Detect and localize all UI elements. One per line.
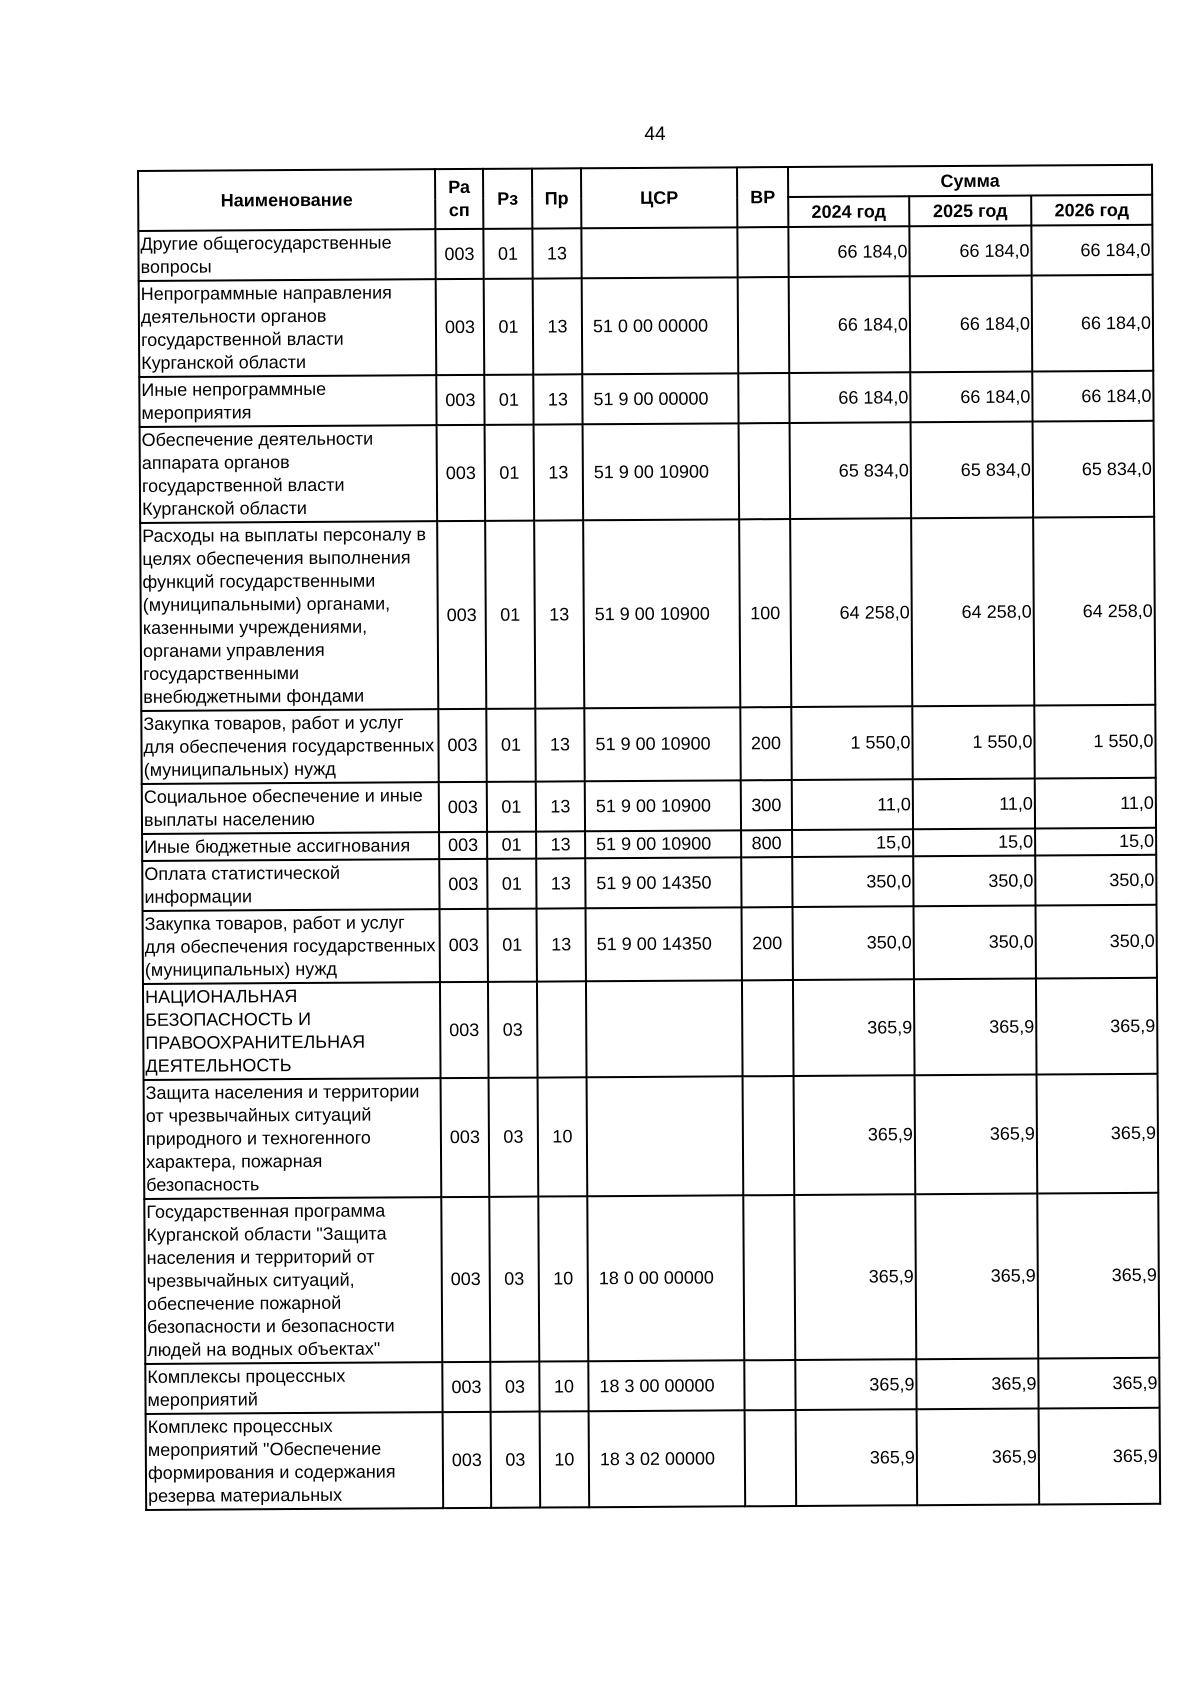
- table-row: [142, 778, 1156, 834]
- table-row: [142, 855, 1156, 911]
- cell-pr: 13: [536, 831, 585, 858]
- cell-rasp: 003: [440, 909, 488, 982]
- cell-csr: 51 9 00 10900: [585, 780, 741, 831]
- table-row: [143, 978, 1158, 1080]
- cell-vr: [743, 1195, 795, 1360]
- cell-csr: 18 0 00 00000: [587, 1195, 744, 1361]
- cell-sum-2026: 66 184,0: [1032, 275, 1154, 372]
- cell-sum-2026: 65 834,0: [1033, 421, 1155, 518]
- header-2024: 2024 год: [788, 196, 909, 227]
- cell-name: НАЦИОНАЛЬНАЯ БЕЗОПАСНОСТЬ И ПРАВООХРАНИТЕЛЬНАЯ ДЕЯТЕЛЬНОСТЬ: [143, 982, 441, 1080]
- cell-name: Комплексы процессных мероприятий: [145, 1362, 442, 1414]
- table-body: [138, 225, 1160, 1510]
- cell-name: Иные бюджетные ассигнования: [142, 832, 439, 861]
- table-row: [140, 517, 1155, 711]
- cell-name: Оплата статистической информации: [142, 859, 439, 911]
- cell-name: Социальное обеспечение и иные выплаты населению: [142, 782, 439, 834]
- cell-vr: 100: [739, 519, 791, 707]
- cell-sum-2024: 350,0: [792, 856, 913, 907]
- table-row: [145, 1358, 1159, 1414]
- cell-sum-2025: 365,9: [914, 979, 1037, 1076]
- cell-csr: [581, 227, 737, 278]
- header-2025: 2025 год: [909, 196, 1031, 227]
- cell-sum-2025: 11,0: [913, 779, 1035, 830]
- cell-vr: [743, 1076, 795, 1195]
- cell-rz: 01: [483, 229, 532, 279]
- cell-sum-2025: 66 184,0: [910, 372, 1032, 423]
- cell-csr: 51 9 00 10900: [583, 519, 740, 708]
- cell-vr: [738, 373, 789, 423]
- header-rz: Рз: [483, 169, 532, 229]
- cell-vr: [744, 1360, 795, 1410]
- cell-pr: 10: [538, 1077, 588, 1196]
- cell-sum-2025: 65 834,0: [911, 422, 1034, 519]
- cell-vr: 800: [741, 830, 792, 857]
- cell-csr: [586, 980, 743, 1077]
- cell-name: Закупка товаров, работ и услуг для обеспечения государственных (муниципальных) нужд: [141, 709, 438, 784]
- header-2026: 2026 год: [1031, 195, 1152, 226]
- cell-name: Комплекс процессных мероприятий "Обеспечение формирования и содержания резерва материальных: [146, 1412, 444, 1510]
- cell-sum-2026: 365,9: [1037, 1074, 1159, 1194]
- cell-rz: 03: [491, 1412, 541, 1508]
- cell-sum-2025: 66 184,0: [910, 276, 1033, 373]
- cell-name: Закупка товаров, работ и услуг для обеспечения государственных (муниципальных) нужд: [143, 909, 440, 984]
- cell-sum-2025: 365,9: [917, 1409, 1040, 1506]
- cell-sum-2024: 64 258,0: [790, 518, 912, 707]
- cell-vr: [737, 227, 788, 277]
- cell-rz: 01: [486, 709, 535, 782]
- cell-rasp: 003: [438, 709, 486, 782]
- cell-csr: 51 9 00 00000: [582, 373, 738, 424]
- table-row: [139, 275, 1154, 377]
- cell-pr: 10: [539, 1361, 588, 1411]
- cell-sum-2024: 15,0: [792, 829, 913, 857]
- cell-sum-2025: 365,9: [915, 1194, 1038, 1360]
- cell-csr: 51 9 00 10900: [583, 423, 740, 520]
- cell-rz: 01: [488, 909, 537, 982]
- cell-pr: 13: [532, 228, 581, 278]
- cell-sum-2026: 350,0: [1035, 855, 1156, 906]
- table-row: [138, 225, 1152, 281]
- cell-sum-2024: 365,9: [796, 1409, 918, 1506]
- table-row: [144, 1074, 1159, 1199]
- cell-rz: 01: [485, 425, 535, 521]
- cell-pr: 10: [538, 1196, 588, 1361]
- cell-sum-2024: 65 834,0: [790, 422, 912, 519]
- cell-sum-2024: 350,0: [793, 906, 914, 980]
- header-name: Наименование: [138, 169, 435, 231]
- cell-sum-2024: 11,0: [792, 779, 913, 830]
- cell-sum-2025: 66 184,0: [909, 226, 1031, 277]
- cell-name: Государственная программа Курганской области "Защита населения и территорий от чрезвычайных ситуаций, обеспечение пожарной безопасности и безопасности людей на водных объектах": [144, 1197, 442, 1364]
- cell-vr: [742, 980, 794, 1076]
- cell-pr: 10: [540, 1411, 590, 1507]
- cell-rz: 03: [489, 1078, 539, 1197]
- table-row: [143, 905, 1157, 984]
- cell-vr: 300: [741, 780, 792, 830]
- cell-rz: 03: [489, 1197, 539, 1362]
- cell-csr: 51 9 00 14350: [586, 907, 742, 981]
- cell-sum-2024: 365,9: [793, 979, 915, 1076]
- cell-vr: [745, 1410, 797, 1506]
- cell-rasp: 003: [437, 521, 486, 709]
- budget-table-container: [137, 164, 1161, 1511]
- cell-rz: 01: [484, 279, 534, 375]
- cell-sum-2024: 66 184,0: [788, 226, 909, 277]
- table-header: [138, 165, 1152, 231]
- cell-rz: 03: [490, 1362, 539, 1412]
- header-rasp: [435, 169, 483, 229]
- cell-rasp: 003: [436, 279, 485, 375]
- cell-rasp: 003: [437, 425, 486, 521]
- cell-pr: [537, 981, 587, 1077]
- cell-rz: 01: [484, 375, 533, 425]
- cell-pr: 13: [537, 908, 586, 981]
- cell-pr: 13: [536, 858, 585, 908]
- cell-name: Непрограммные направления деятельности органов государственной власти Курганской области: [139, 279, 437, 377]
- cell-sum-2024: 1 550,0: [791, 706, 912, 780]
- cell-csr: 18 3 00 00000: [588, 1360, 744, 1411]
- cell-pr: 13: [536, 781, 585, 831]
- cell-sum-2026: 365,9: [1037, 1193, 1159, 1359]
- table-row: [146, 1408, 1161, 1510]
- page-number: 44: [644, 124, 666, 145]
- cell-rasp: 003: [439, 832, 487, 859]
- table-row: [139, 371, 1153, 427]
- cell-csr: 51 9 00 14350: [585, 857, 741, 908]
- cell-rasp: 003: [442, 1362, 490, 1412]
- cell-rz: 01: [487, 832, 536, 859]
- cell-sum-2026: 365,9: [1038, 1358, 1159, 1409]
- cell-pr: 13: [535, 708, 584, 781]
- cell-pr: 13: [533, 278, 583, 374]
- cell-sum-2025: 15,0: [913, 829, 1035, 857]
- cell-csr: 51 0 00 00000: [582, 277, 739, 374]
- cell-sum-2024: 365,9: [794, 1194, 916, 1360]
- cell-sum-2026: 365,9: [1039, 1408, 1161, 1505]
- cell-sum-2026: 66 184,0: [1031, 225, 1152, 276]
- cell-rz: 03: [488, 982, 538, 1078]
- cell-rasp: 003: [441, 1078, 490, 1197]
- cell-vr: 200: [742, 907, 793, 980]
- cell-sum-2026: 15,0: [1035, 828, 1156, 856]
- cell-rasp: 003: [439, 782, 487, 832]
- cell-sum-2024: 66 184,0: [789, 372, 910, 423]
- cell-name: Расходы на выплаты персоналу в целях обеспечения выполнения функций государственными (муниципальными) органами, казенными учреждениями, органами управления государственными внебюджетными фондами: [140, 521, 438, 711]
- cell-vr: 200: [740, 707, 791, 780]
- cell-csr: 51 9 00 10900: [585, 830, 741, 858]
- table-row: [144, 1193, 1159, 1364]
- cell-sum-2024: 365,9: [795, 1359, 916, 1410]
- cell-name: Обеспечение деятельности аппарата органов государственной власти Курганской области: [140, 425, 438, 523]
- header-sum: Сумма: [788, 165, 1152, 197]
- cell-rasp: 003: [435, 229, 483, 279]
- cell-rz: 01: [487, 782, 536, 832]
- cell-name: Другие общегосударственные вопросы: [138, 229, 435, 281]
- cell-vr: [739, 423, 791, 519]
- cell-csr: 18 3 02 00000: [589, 1410, 746, 1507]
- cell-rasp: 003: [436, 375, 484, 425]
- cell-sum-2024: 66 184,0: [789, 276, 911, 373]
- cell-pr: 13: [534, 520, 584, 708]
- table-row: [140, 421, 1155, 523]
- cell-rz: 01: [487, 859, 536, 909]
- cell-csr: 51 9 00 10900: [584, 707, 740, 781]
- cell-rasp: 003: [441, 1197, 490, 1362]
- cell-pr: 13: [534, 424, 584, 520]
- cell-sum-2026: 350,0: [1036, 905, 1157, 979]
- cell-rasp: 003: [440, 982, 489, 1078]
- cell-sum-2025: 365,9: [916, 1359, 1038, 1410]
- cell-pr: 13: [533, 374, 582, 424]
- cell-sum-2026: 365,9: [1036, 978, 1158, 1075]
- header-csr: ЦСР: [581, 167, 737, 228]
- cell-vr: [738, 277, 790, 373]
- cell-vr: [741, 857, 792, 907]
- cell-sum-2025: 365,9: [915, 1075, 1038, 1195]
- cell-sum-2025: 350,0: [913, 856, 1035, 907]
- cell-sum-2026: 1 550,0: [1034, 705, 1155, 779]
- cell-rasp: 003: [443, 1412, 492, 1508]
- cell-sum-2026: 64 258,0: [1033, 517, 1155, 706]
- cell-sum-2024: 365,9: [794, 1075, 916, 1195]
- cell-name: Иные непрограммные мероприятия: [139, 375, 436, 427]
- cell-rasp: 003: [439, 859, 487, 909]
- budget-table: [137, 164, 1161, 1511]
- header-vr: ВР: [737, 167, 788, 227]
- cell-sum-2026: 66 184,0: [1032, 371, 1153, 422]
- cell-sum-2025: 64 258,0: [911, 518, 1034, 707]
- cell-sum-2026: 11,0: [1035, 778, 1156, 829]
- cell-sum-2025: 1 550,0: [912, 706, 1034, 780]
- cell-rz: 01: [485, 521, 535, 709]
- table-row: [141, 705, 1155, 784]
- cell-name: Защита населения и территории от чрезвычайных ситуаций природного и техногенного характера, пожарная безопасность: [144, 1078, 442, 1199]
- header-pr: Пр: [532, 168, 581, 228]
- cell-csr: [587, 1076, 744, 1196]
- cell-sum-2025: 350,0: [914, 906, 1036, 980]
- header-rasp-text: Ра сп: [448, 176, 471, 221]
